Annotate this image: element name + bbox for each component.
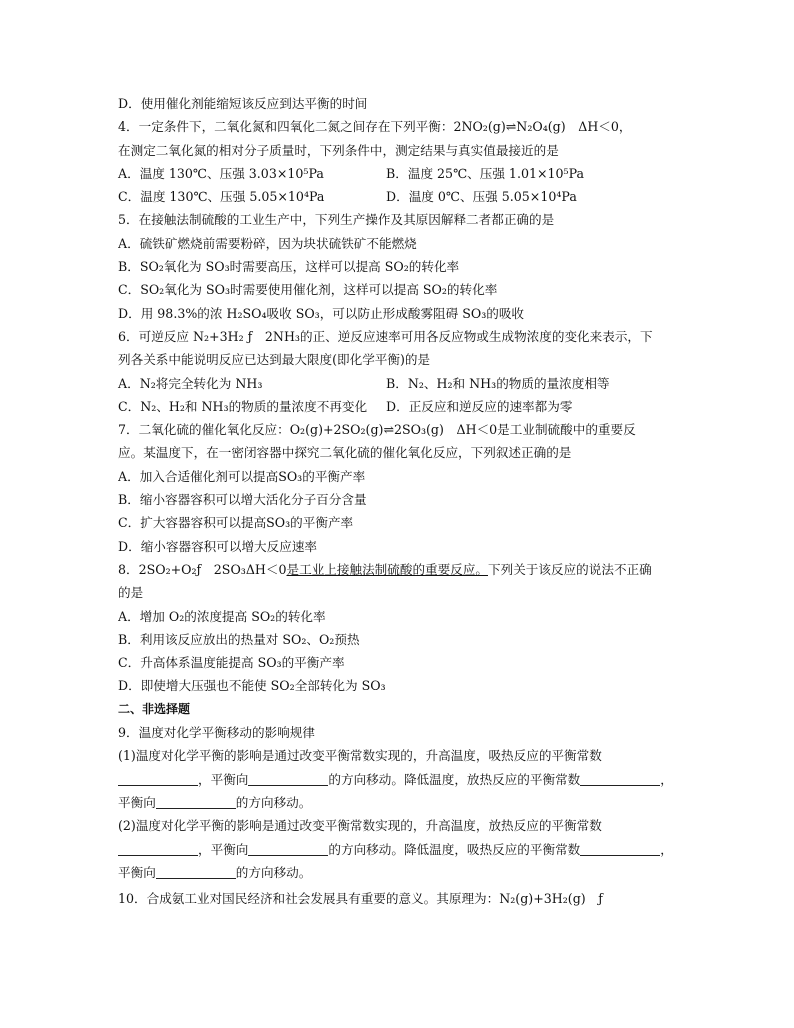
question-8-stem	[118, 558, 688, 581]
fill-blank-line	[118, 861, 688, 884]
text-line: 应。某温度下，在一密闭容器中探究二氧化硫的催化氧化反应，下列叙述正确的是	[118, 445, 572, 461]
text-span: ，	[660, 771, 673, 787]
text-span: 平衡向	[118, 794, 156, 810]
option-d: D．缩小容器容积可以增大反应速率	[118, 538, 318, 554]
answer-blank[interactable]	[580, 841, 660, 856]
option-d: D．温度 0℃、压强 5.05×10⁴Pa	[386, 189, 577, 205]
option-b: B．N₂、H₂和 NH₃的物质的量浓度相等	[386, 375, 610, 391]
underlined-text: 是工业上接触法制硫酸的重要反应。	[286, 561, 488, 577]
options-row	[118, 162, 688, 185]
answer-blank[interactable]	[248, 841, 328, 856]
text-span: 的方向移动。降低温度，吸热反应的平衡常数	[328, 841, 581, 857]
answer-blank[interactable]	[248, 771, 328, 786]
text-line: (1)温度对化学平衡的影响是通过改变平衡常数实现的，升高温度，吸热反应的平衡常数	[118, 748, 602, 764]
option-a: A．N₂将完全转化为 NH₃	[118, 375, 263, 391]
text-span: ，	[660, 841, 673, 857]
option-b: B．缩小容器容积可以增大活化分子百分含量	[118, 492, 367, 508]
option-c: C．温度 130℃、压强 5.05×10⁴Pa	[118, 189, 325, 205]
equation-text: 8．2SO₂+O₂ƒ 2SO₃ΔH＜0	[118, 561, 287, 577]
option-b: B．利用该反应放出的热量对 SO₂、O₂预热	[118, 631, 360, 647]
question-4-stem: 4．一定条件下，二氧化氮和四氧化二氮之间存在下列平衡：2NO₂(g)⇌N₂O₄(g) ΔH＜0，	[118, 119, 632, 135]
option-b: B．SO₂氧化为 SO₃时需要高压，这样可以提高 SO₂的转化率	[118, 259, 460, 275]
text-line: (2)温度对化学平衡的影响是通过改变平衡常数实现的，升高温度，放热反应的平衡常数	[118, 818, 602, 834]
document-page	[118, 92, 688, 910]
text-line: D．使用催化剂能缩短该反应到达平衡的时间	[118, 96, 368, 111]
text-span: ，平衡向	[198, 771, 249, 787]
text-line: 列各关系中能说明反应已达到最大限度(即化学平衡)的是	[118, 352, 431, 368]
options-row	[118, 372, 688, 395]
text-line: 在测定二氧化氮的相对分子质量时，下列条件中，测定结果与真实值最接近的是	[118, 142, 559, 158]
option-a: A．温度 130℃、压强 3.03×10⁵Pa	[118, 165, 324, 181]
fill-blank-line	[118, 838, 688, 861]
question-6-stem: 6．可逆反应 N₂+3H₂ ƒ 2NH₃的正、逆反应速率可用各反应物或生成物浓度的变化来表示，下	[118, 328, 653, 344]
question-9-stem: 9．温度对化学平衡移动的影响规律	[118, 725, 315, 741]
question-7-stem: 7．二氧化硫的催化氧化反应：O₂(g)+2SO₂(g)⇌2SO₃(g) ΔH＜0是工业制硫酸中的重要反	[118, 422, 636, 438]
text-span: ，平衡向	[198, 841, 249, 857]
option-a: A．加入合适催化剂可以提高SO₃的平衡产率	[118, 468, 366, 484]
answer-blank[interactable]	[118, 841, 198, 856]
fill-blank-line	[118, 791, 688, 814]
answer-blank[interactable]	[156, 794, 236, 809]
answer-blank[interactable]	[118, 771, 198, 786]
option-c: C．升高体系温度能提高 SO₃的平衡产率	[118, 655, 345, 671]
text-line: 的是	[118, 585, 144, 601]
question-10-stem: 10．合成氨工业对国民经济和社会发展具有重要的意义。其原理为：N₂(g)+3H₂(g) ƒ	[118, 891, 603, 907]
section-heading: 二、非选择题	[118, 701, 191, 716]
options-row	[118, 395, 688, 418]
fill-blank-line	[118, 768, 688, 791]
option-c: C．SO₂氧化为 SO₃时需要使用催化剂，这样可以提高 SO₂的转化率	[118, 282, 498, 298]
option-c: C．N₂、H₂和 NH₃的物质的量浓度不再变化	[118, 398, 368, 414]
answer-blank[interactable]	[580, 771, 660, 786]
text-span: 平衡向	[118, 864, 156, 880]
option-c: C．扩大容器容积可以提高SO₃的平衡产率	[118, 515, 354, 531]
option-a: A．硫铁矿燃烧前需要粉碎，因为块状硫铁矿不能燃烧	[118, 235, 417, 251]
text-span: 的方向移动。降低温度，放热反应的平衡常数	[328, 771, 581, 787]
option-d: D．正反应和逆反应的速率都为零	[386, 398, 573, 414]
option-d: D．即使增大压强也不能使 SO₂全部转化为 SO₃	[118, 678, 386, 694]
option-d: D．用 98.3%的浓 H₂SO₄吸收 SO₃，可以防止形成酸雾阻碍 SO₃的吸收	[118, 305, 525, 321]
answer-blank[interactable]	[156, 864, 236, 879]
options-row	[118, 185, 688, 208]
text-span: 的方向移动。	[235, 794, 312, 810]
option-a: A．增加 O₂的浓度提高 SO₂的转化率	[118, 608, 326, 624]
text-span: 下列关于该反应的说法不正确	[488, 561, 652, 577]
question-5-stem: 5．在接触法制硫酸的工业生产中，下列生产操作及其原因解释二者都正确的是	[118, 212, 555, 228]
option-b: B．温度 25℃、压强 1.01×10⁵Pa	[386, 165, 585, 181]
text-span: 的方向移动。	[235, 864, 312, 880]
